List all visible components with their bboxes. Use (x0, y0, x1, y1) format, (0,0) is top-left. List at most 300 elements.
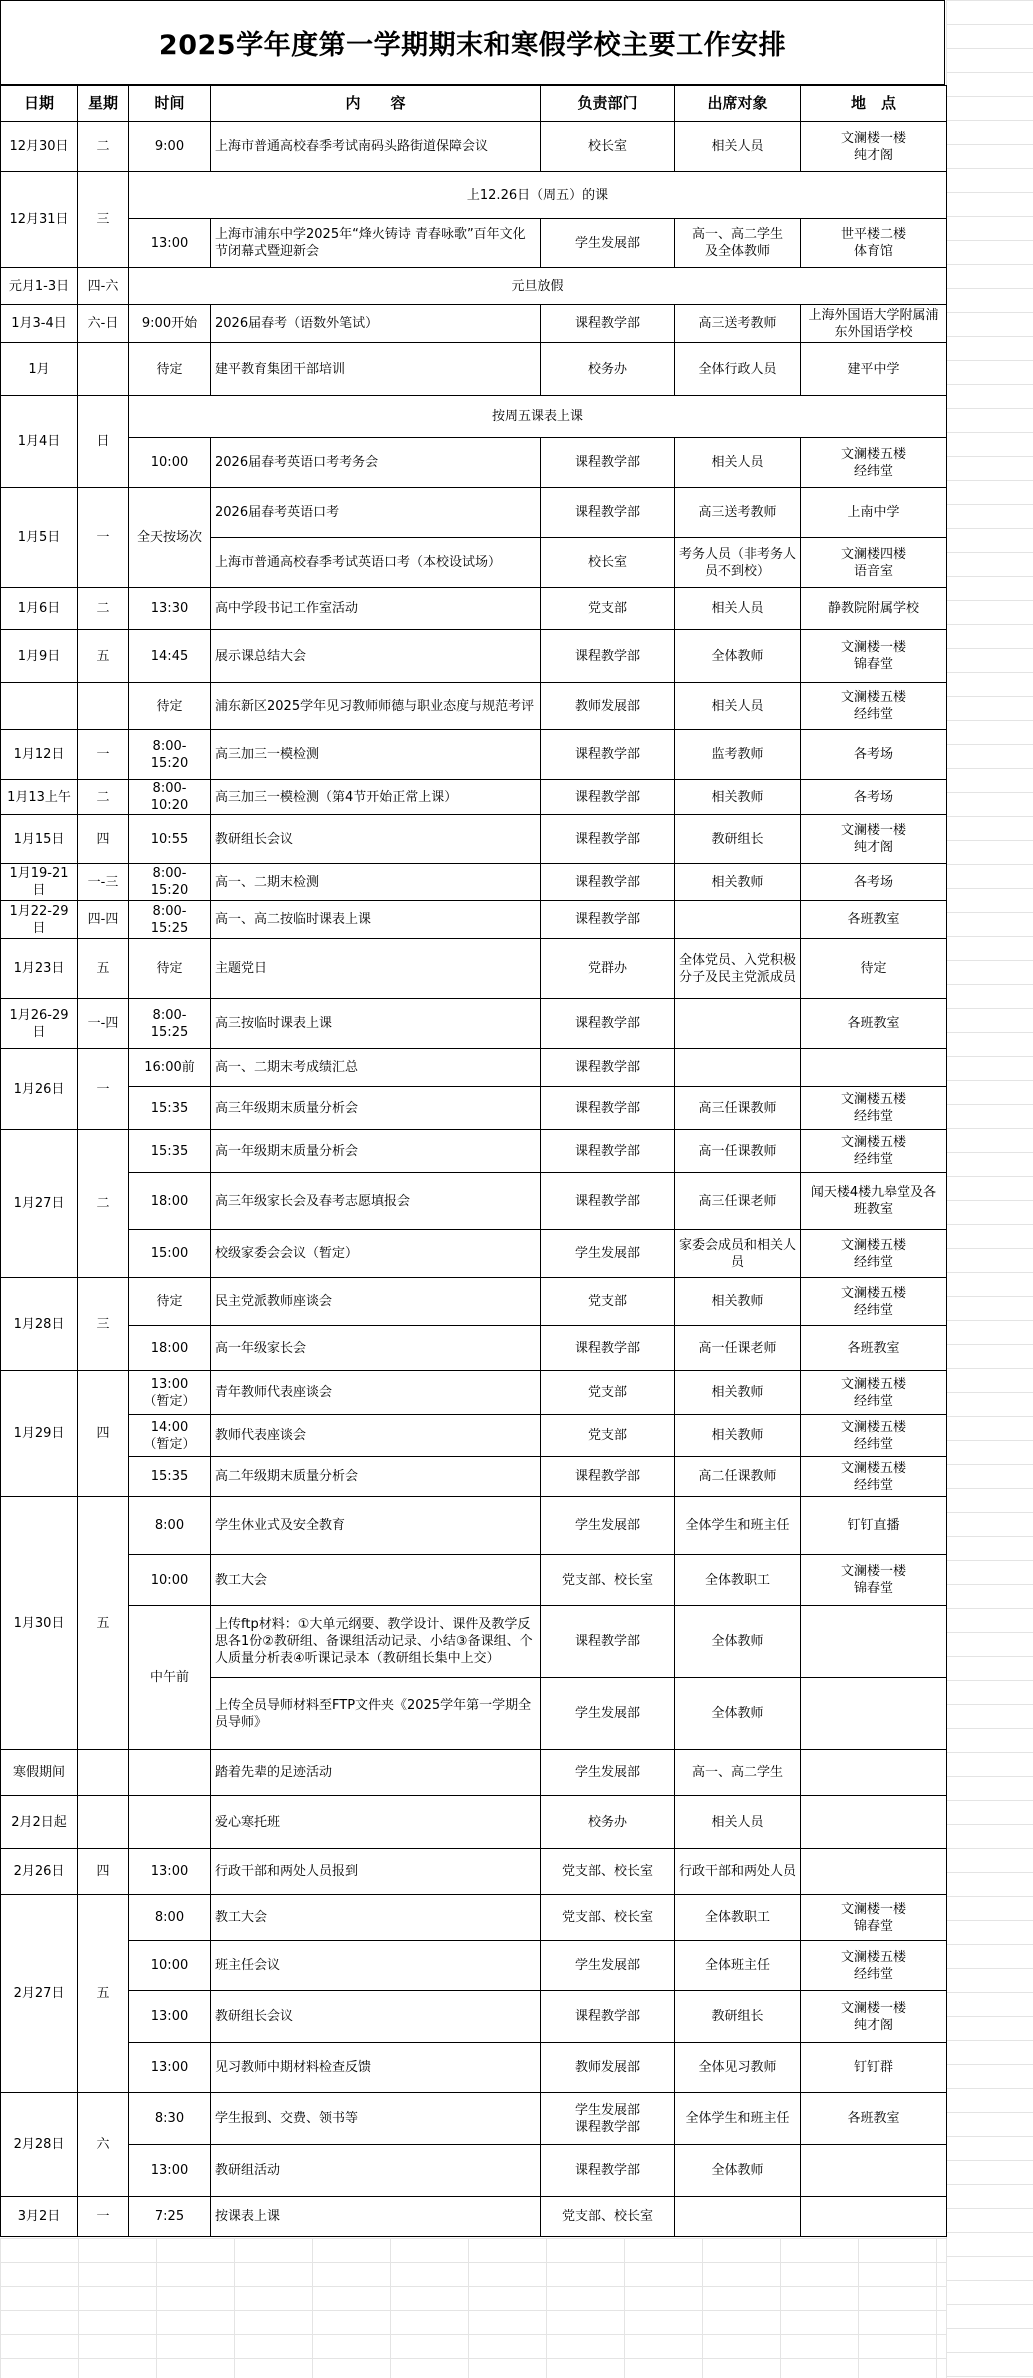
table-cell: 课程教学部 (541, 2145, 675, 2197)
table-cell: 相关人员 (675, 683, 801, 730)
table-cell: 元旦放假 (129, 268, 947, 305)
table-cell: 党支部、校长室 (541, 1555, 675, 1606)
table-cell: 1月23日 (1, 939, 78, 999)
table-cell: 四-六 (78, 268, 129, 305)
table-cell: 行政干部和两处人员报到 (211, 1849, 541, 1895)
table-cell: 上海市浦东中学2025年“烽火铸诗 青春咏歌”百年文化节闭幕式暨迎新会 (211, 219, 541, 268)
table-cell: 主题党日 (211, 939, 541, 999)
table-cell (801, 1049, 947, 1087)
table-cell: 1月15日 (1, 815, 78, 864)
table-cell: 13:00 （暂定） (129, 1371, 211, 1415)
table-cell: 四 (78, 1371, 129, 1497)
table-cell: 元月1-3日 (1, 268, 78, 305)
table-cell: 党支部 (541, 1415, 675, 1457)
table-cell: 高三年级期末质量分析会 (211, 1087, 541, 1130)
table-row (1, 630, 947, 683)
table-cell: 相关教师 (675, 1371, 801, 1415)
table-cell: 钉钉群 (801, 2043, 947, 2093)
table-row (1, 683, 947, 730)
table-cell: 高一、高二学生 及全体教师 (675, 219, 801, 268)
table-row (1, 1457, 947, 1497)
table-row (1, 343, 947, 396)
table-cell: 1月26-29日 (1, 999, 78, 1049)
table-cell: 文澜楼四楼 语音室 (801, 538, 947, 588)
table-row (1, 815, 947, 864)
table-cell (675, 901, 801, 939)
table-cell: 15:35 (129, 1087, 211, 1130)
table-cell: 文澜楼五楼 经纬堂 (801, 1230, 947, 1278)
table-cell (801, 1606, 947, 1678)
table-cell: 全体见习教师 (675, 2043, 801, 2093)
table-cell: 家委会成员和相关人员 (675, 1230, 801, 1278)
table-cell: 1月26日 (1, 1049, 78, 1130)
table-cell: 高一、高二学生 (675, 1750, 801, 1796)
table-cell: 全体班主任 (675, 1941, 801, 1991)
table-cell: 相关人员 (675, 588, 801, 630)
table-cell: 10:55 (129, 815, 211, 864)
table-cell: 8:00 (129, 1895, 211, 1941)
table-cell: 寒假期间 (1, 1750, 78, 1796)
table-cell: 全体行政人员 (675, 343, 801, 396)
table-cell: 文澜楼五楼 经纬堂 (801, 1457, 947, 1497)
table-cell: 相关教师 (675, 864, 801, 901)
table-cell: 全体教职工 (675, 1555, 801, 1606)
table-cell: 15:00 (129, 1230, 211, 1278)
table-cell: 学生发展部 (541, 1230, 675, 1278)
table-cell: 高一任课老师 (675, 1326, 801, 1371)
table-cell: 教师发展部 (541, 2043, 675, 2093)
table-cell: 14:00 （暂定） (129, 1415, 211, 1457)
table-cell: 党支部、校长室 (541, 1895, 675, 1941)
table-cell: 文澜楼一楼 纯才阁 (801, 815, 947, 864)
empty-grid-area-bottom (0, 2238, 946, 2378)
table-cell: 上海市普通高校春季考试南码头路街道保障会议 (211, 122, 541, 172)
table-cell: 上海市普通高校春季考试英语口考（本校设试场） (211, 538, 541, 588)
table-cell: 2月28日 (1, 2093, 78, 2197)
table-cell (78, 1796, 129, 1849)
table-cell: 待定 (129, 683, 211, 730)
table-cell: 8:30 (129, 2093, 211, 2145)
table-cell: 7:25 (129, 2197, 211, 2237)
table-cell: 党支部 (541, 588, 675, 630)
table-cell: 各考场 (801, 780, 947, 815)
table-cell: 课程教学部 (541, 815, 675, 864)
table-cell: 待定 (129, 343, 211, 396)
header-attendees: 出席对象 (675, 86, 801, 122)
table-cell: 六 (78, 2093, 129, 2197)
table-cell: 1月28日 (1, 1278, 78, 1371)
table-row (1, 901, 947, 939)
table-cell: 1月6日 (1, 588, 78, 630)
table-cell (801, 1750, 947, 1796)
table-cell: 9:00 (129, 122, 211, 172)
table-cell: 教研组长会议 (211, 815, 541, 864)
table-cell: 高一、二期末考成绩汇总 (211, 1049, 541, 1087)
table-cell: 教师发展部 (541, 683, 675, 730)
table-cell: 8:00 (129, 1497, 211, 1555)
table-cell: 按周五课表上课 (129, 396, 947, 438)
table-row (1, 2197, 947, 2237)
table-cell: 课程教学部 (541, 630, 675, 683)
table-cell: 一-四 (78, 999, 129, 1049)
table-row (1, 1497, 947, 1555)
table-cell: 文澜楼五楼 经纬堂 (801, 683, 947, 730)
table-cell: 课程教学部 (541, 1991, 675, 2043)
table-cell: 相关人员 (675, 438, 801, 488)
table-cell: 二 (78, 122, 129, 172)
table-row (1, 1895, 947, 1941)
table-cell: 课程教学部 (541, 1606, 675, 1678)
table-cell: 中午前 (129, 1606, 211, 1750)
table-cell: 文澜楼五楼 经纬堂 (801, 1371, 947, 1415)
table-cell: 高二任课教师 (675, 1457, 801, 1497)
table-cell: 文澜楼一楼 锦春堂 (801, 1555, 947, 1606)
table-cell: 待定 (801, 939, 947, 999)
table-cell: 文澜楼一楼 纯才阁 (801, 1991, 947, 2043)
table-row (1, 864, 947, 901)
table-cell: 1月22-29日 (1, 901, 78, 939)
table-cell: 二 (78, 1130, 129, 1278)
table-cell: 教研组长会议 (211, 1991, 541, 2043)
table-cell (801, 1678, 947, 1750)
table-cell: 高一任课教师 (675, 1130, 801, 1173)
table-row (1, 1750, 947, 1796)
table-cell (1, 683, 78, 730)
table-cell: 文澜楼一楼 纯才阁 (801, 122, 947, 172)
table-row (1, 1087, 947, 1130)
table-cell: 党支部、校长室 (541, 1849, 675, 1895)
table-cell: 学生报到、交费、领书等 (211, 2093, 541, 2145)
table-cell: 高一、高二按临时课表上课 (211, 901, 541, 939)
table-cell: 1月9日 (1, 630, 78, 683)
table-row (1, 1991, 947, 2043)
table-cell (675, 1049, 801, 1087)
table-cell: 高三按临时课表上课 (211, 999, 541, 1049)
table-cell: 各考场 (801, 864, 947, 901)
table-cell: 13:00 (129, 2043, 211, 2093)
table-cell: 一 (78, 2197, 129, 2237)
schedule-table (0, 85, 947, 2237)
table-cell: 按课表上课 (211, 2197, 541, 2237)
table-cell: 日 (78, 396, 129, 488)
table-cell: 二 (78, 588, 129, 630)
table-cell: 课程教学部 (541, 488, 675, 538)
schedule-body (1, 122, 947, 2237)
table-cell: 8:00- 15:20 (129, 730, 211, 780)
table-cell: 1月29日 (1, 1371, 78, 1497)
table-cell: 三 (78, 1278, 129, 1371)
table-cell: 教师代表座谈会 (211, 1415, 541, 1457)
table-cell: 8:00- 15:25 (129, 999, 211, 1049)
table-cell: 高三任课老师 (675, 1173, 801, 1230)
table-cell: 1月4日 (1, 396, 78, 488)
table-row (1, 488, 947, 538)
table-cell: 高一、二期末检测 (211, 864, 541, 901)
table-row (1, 1130, 947, 1173)
table-row (1, 396, 947, 438)
table-row (1, 268, 947, 305)
table-cell: 学生休业式及安全教育 (211, 1497, 541, 1555)
table-cell: 各考场 (801, 730, 947, 780)
table-cell: 高中学段书记工作室活动 (211, 588, 541, 630)
header-time: 时间 (129, 86, 211, 122)
table-cell: 踏着先辈的足迹活动 (211, 1750, 541, 1796)
table-cell: 15:35 (129, 1457, 211, 1497)
table-cell: 16:00前 (129, 1049, 211, 1087)
table-cell: 世平楼二楼 体育馆 (801, 219, 947, 268)
table-cell: 高三送考教师 (675, 305, 801, 343)
table-row (1, 1049, 947, 1087)
table-cell: 课程教学部 (541, 1087, 675, 1130)
table-cell: 18:00 (129, 1173, 211, 1230)
table-cell: 1月5日 (1, 488, 78, 588)
header-content: 内 容 (211, 86, 541, 122)
table-cell: 上海外国语大学附属浦东外国语学校 (801, 305, 947, 343)
table-cell: 全体教师 (675, 630, 801, 683)
table-cell: 各班教室 (801, 2093, 947, 2145)
table-cell: 全体教师 (675, 1606, 801, 1678)
table-cell: 行政干部和两处人员 (675, 1849, 801, 1895)
table-row (1, 939, 947, 999)
table-cell: 2月27日 (1, 1895, 78, 2093)
table-cell: 各班教室 (801, 901, 947, 939)
table-row (1, 1371, 947, 1415)
table-cell: 课程教学部 (541, 1049, 675, 1087)
table-cell: 2月26日 (1, 1849, 78, 1895)
table-cell: 青年教师代表座谈会 (211, 1371, 541, 1415)
table-cell: 全体教师 (675, 1678, 801, 1750)
table-cell: 高三送考教师 (675, 488, 801, 538)
table-cell (675, 999, 801, 1049)
table-cell: 文澜楼五楼 经纬堂 (801, 1415, 947, 1457)
table-cell: 高三任课教师 (675, 1087, 801, 1130)
table-row (1, 1606, 947, 1678)
table-cell: 教研组长 (675, 1991, 801, 2043)
table-cell: 二 (78, 780, 129, 815)
table-cell: 班主任会议 (211, 1941, 541, 1991)
table-cell: 课程教学部 (541, 1130, 675, 1173)
table-cell: 监考教师 (675, 730, 801, 780)
table-cell: 六-日 (78, 305, 129, 343)
table-row (1, 1326, 947, 1371)
table-cell: 钉钉直播 (801, 1497, 947, 1555)
table-row (1, 1278, 947, 1326)
table-cell: 三 (78, 172, 129, 268)
table-cell: 建平教育集团干部培训 (211, 343, 541, 396)
table-cell: 五 (78, 1895, 129, 2093)
table-cell: 全体教职工 (675, 1895, 801, 1941)
table-cell: 教工大会 (211, 1895, 541, 1941)
table-cell: 校长室 (541, 538, 675, 588)
table-cell: 1月27日 (1, 1130, 78, 1278)
table-cell: 相关人员 (675, 122, 801, 172)
table-cell: 14:45 (129, 630, 211, 683)
table-cell: 高三年级家长会及春考志愿填报会 (211, 1173, 541, 1230)
table-cell (78, 1750, 129, 1796)
table-cell: 学生发展部 (541, 1678, 675, 1750)
table-cell: 四 (78, 815, 129, 864)
table-cell: 课程教学部 (541, 999, 675, 1049)
table-cell: 党支部 (541, 1278, 675, 1326)
table-cell: 全体教师 (675, 2145, 801, 2197)
table-cell: 18:00 (129, 1326, 211, 1371)
table-cell: 8:00- 15:25 (129, 901, 211, 939)
table-cell: 高二年级期末质量分析会 (211, 1457, 541, 1497)
table-cell (129, 1750, 211, 1796)
table-cell: 考务人员（非考务人员不到校） (675, 538, 801, 588)
table-cell: 爱心寒托班 (211, 1796, 541, 1849)
table-cell: 13:00 (129, 219, 211, 268)
table-cell: 四 (78, 1849, 129, 1895)
table-cell: 上传全员导师材料至FTP文件夹《2025学年第一学期全员导师》 (211, 1678, 541, 1750)
table-cell (78, 683, 129, 730)
table-cell: 文澜楼一楼 锦春堂 (801, 630, 947, 683)
table-cell: 各班教室 (801, 999, 947, 1049)
table-cell: 15:35 (129, 1130, 211, 1173)
table-cell: 党群办 (541, 939, 675, 999)
table-cell: 12月30日 (1, 122, 78, 172)
table-cell: 文澜楼五楼 经纬堂 (801, 1278, 947, 1326)
table-row (1, 172, 947, 219)
table-row (1, 1173, 947, 1230)
table-row (1, 999, 947, 1049)
table-row (1, 1555, 947, 1606)
table-row (1, 2093, 947, 2145)
table-cell: 学生发展部 (541, 1750, 675, 1796)
table-cell: 全体学生和班主任 (675, 1497, 801, 1555)
table-cell: 校务办 (541, 343, 675, 396)
table-cell: 党支部、校长室 (541, 2197, 675, 2237)
table-cell: 1月12日 (1, 730, 78, 780)
table-row (1, 2043, 947, 2093)
table-cell: 课程教学部 (541, 1457, 675, 1497)
table-cell: 课程教学部 (541, 901, 675, 939)
table-cell (129, 1796, 211, 1849)
table-cell: 2026届春考英语口考考务会 (211, 438, 541, 488)
table-row (1, 219, 947, 268)
table-cell: 校务办 (541, 1796, 675, 1849)
table-row (1, 1230, 947, 1278)
table-cell: 课程教学部 (541, 864, 675, 901)
table-cell: 五 (78, 630, 129, 683)
table-cell: 相关教师 (675, 1415, 801, 1457)
table-cell: 文澜楼五楼 经纬堂 (801, 1941, 947, 1991)
table-cell: 课程教学部 (541, 780, 675, 815)
table-cell: 四-四 (78, 901, 129, 939)
table-cell: 13:00 (129, 2145, 211, 2197)
table-cell: 2月2日起 (1, 1796, 78, 1849)
table-cell: 见习教师中期材料检查反馈 (211, 2043, 541, 2093)
table-cell (801, 2145, 947, 2197)
table-cell: 1月13上午 (1, 780, 78, 815)
table-cell: 学生发展部 (541, 1497, 675, 1555)
table-cell: 8:00- 10:20 (129, 780, 211, 815)
table-cell: 9:00开始 (129, 305, 211, 343)
table-cell: 教研组活动 (211, 2145, 541, 2197)
table-cell: 学生发展部 (541, 219, 675, 268)
table-cell: 待定 (129, 1278, 211, 1326)
table-cell: 静教院附属学校 (801, 588, 947, 630)
table-cell: 10:00 (129, 1941, 211, 1991)
table-cell: 8:00- 15:20 (129, 864, 211, 901)
table-cell (78, 343, 129, 396)
table-cell: 课程教学部 (541, 438, 675, 488)
table-cell: 学生发展部 课程教学部 (541, 2093, 675, 2145)
table-cell: 2026届春考英语口考 (211, 488, 541, 538)
table-cell: 全体学生和班主任 (675, 2093, 801, 2145)
table-cell: 文澜楼五楼 经纬堂 (801, 438, 947, 488)
table-cell: 待定 (129, 939, 211, 999)
table-cell: 相关人员 (675, 1796, 801, 1849)
table-cell: 一 (78, 1049, 129, 1130)
table-cell: 文澜楼五楼 经纬堂 (801, 1130, 947, 1173)
table-cell: 课程教学部 (541, 1326, 675, 1371)
table-cell: 课程教学部 (541, 305, 675, 343)
header-row (1, 86, 947, 122)
table-cell: 学生发展部 (541, 1941, 675, 1991)
table-cell: 校级家委会会议（暂定） (211, 1230, 541, 1278)
table-row (1, 1849, 947, 1895)
header-weekday: 星期 (78, 86, 129, 122)
table-row (1, 1941, 947, 1991)
table-cell (801, 2197, 947, 2237)
table-cell (675, 2197, 801, 2237)
table-row (1, 2145, 947, 2197)
table-cell: 高三加三一模检测（第4节开始正常上课） (211, 780, 541, 815)
table-cell: 民主党派教师座谈会 (211, 1278, 541, 1326)
table-cell: 上12.26日（周五）的课 (129, 172, 947, 219)
table-cell: 1月30日 (1, 1497, 78, 1750)
empty-grid-area (946, 0, 1033, 2378)
table-cell: 课程教学部 (541, 730, 675, 780)
table-cell: 五 (78, 939, 129, 999)
table-cell: 一-三 (78, 864, 129, 901)
table-cell: 13:00 (129, 1991, 211, 2043)
table-cell: 闻天楼4楼九皋堂及各班教室 (801, 1173, 947, 1230)
table-cell: 建平中学 (801, 343, 947, 396)
table-row (1, 588, 947, 630)
table-cell: 10:00 (129, 438, 211, 488)
table-cell: 13:30 (129, 588, 211, 630)
table-row (1, 438, 947, 488)
table-cell: 上南中学 (801, 488, 947, 538)
table-row (1, 122, 947, 172)
table-row (1, 1796, 947, 1849)
table-cell: 全体党员、入党积极分子及民主党派成员 (675, 939, 801, 999)
table-cell: 12月31日 (1, 172, 78, 268)
table-cell: 全天按场次 (129, 488, 211, 588)
table-cell: 教工大会 (211, 1555, 541, 1606)
table-cell: 1月19-21日 (1, 864, 78, 901)
table-cell: 文澜楼五楼 经纬堂 (801, 1087, 947, 1130)
table-cell: 文澜楼一楼 锦春堂 (801, 1895, 947, 1941)
table-cell: 五 (78, 1497, 129, 1750)
table-cell: 13:00 (129, 1849, 211, 1895)
table-cell: 校长室 (541, 122, 675, 172)
table-cell: 高三加三一模检测 (211, 730, 541, 780)
table-cell: 一 (78, 730, 129, 780)
table-cell: 教研组长 (675, 815, 801, 864)
table-cell: 1月3-4日 (1, 305, 78, 343)
header-department: 负责部门 (541, 86, 675, 122)
table-row (1, 780, 947, 815)
table-cell: 相关教师 (675, 1278, 801, 1326)
table-cell: 展示课总结大会 (211, 630, 541, 683)
table-cell: 各班教室 (801, 1326, 947, 1371)
table-cell: 课程教学部 (541, 1173, 675, 1230)
table-row (1, 730, 947, 780)
table-cell: 2026届春考（语数外笔试） (211, 305, 541, 343)
